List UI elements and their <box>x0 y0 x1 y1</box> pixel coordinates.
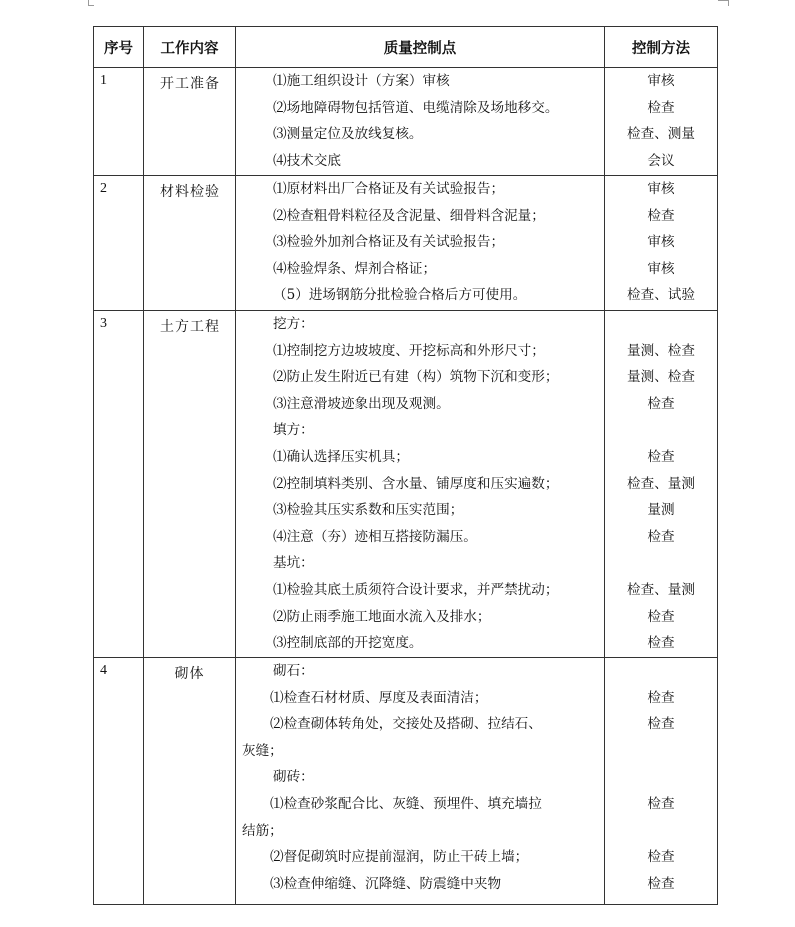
quality-control-table <box>93 26 718 905</box>
control-point: 灰缝； <box>242 742 283 759</box>
control-method <box>605 818 717 845</box>
control-method: 检查 <box>647 849 675 866</box>
control-point: 砌砖： <box>273 769 314 786</box>
control-method <box>605 311 717 338</box>
control-point: ⑴施工组织设计（方案）审核 <box>273 73 450 89</box>
control-method: 量测、检查 <box>627 342 695 359</box>
control-points <box>236 658 605 905</box>
header-work: 工作内容 <box>144 27 236 68</box>
control-point: ⑴控制挖方边坡坡度、开挖标高和外形尺寸； <box>273 342 545 359</box>
row-number: 1 <box>94 68 144 176</box>
control-point: 结筋； <box>242 822 283 839</box>
control-method: 检查 <box>647 528 675 545</box>
control-point: ⑷注意（夯）迹相互搭接防漏压。 <box>273 528 477 545</box>
control-method: 检查、试验 <box>627 287 695 304</box>
work-content: 土方工程 <box>144 311 236 658</box>
control-point: ⑶测量定位及放线复核。 <box>273 126 423 143</box>
control-method <box>605 764 717 791</box>
control-point: ⑶检验其压实系数和压实范围； <box>273 502 464 519</box>
table-row <box>94 68 718 176</box>
control-point: （5）进场钢筋分批检验合格后方可使用。 <box>273 287 527 304</box>
control-method: 检查 <box>647 207 675 224</box>
control-methods <box>605 176 718 311</box>
control-method: 检查 <box>647 795 675 812</box>
control-method: 审核 <box>647 260 675 277</box>
control-method: 审核 <box>647 234 675 251</box>
control-point: 挖方： <box>273 316 314 332</box>
crop-mark <box>718 0 728 1</box>
control-methods <box>605 68 718 176</box>
control-method <box>605 738 717 765</box>
header-no: 序号 <box>94 27 144 68</box>
control-method: 检查 <box>647 716 675 733</box>
control-point: ⑷检验焊条、焊剂合格证； <box>273 260 437 277</box>
work-content: 材料检验 <box>144 176 236 311</box>
work-content: 开工准备 <box>144 68 236 176</box>
control-method <box>605 658 717 685</box>
control-method: 量测 <box>647 502 675 519</box>
control-points <box>236 68 605 176</box>
control-point: ⑷技术交底 <box>273 152 341 169</box>
control-point: ⑴检查砂浆配合比、灰缝、预埋件、填充墙拉 <box>270 795 542 812</box>
crop-mark <box>728 0 729 6</box>
control-points <box>236 176 605 311</box>
control-point: ⑵督促砌筑时应提前湿润，防止干砖上墙； <box>270 849 529 866</box>
control-method: 检查 <box>647 608 675 625</box>
crop-mark <box>88 5 94 6</box>
control-method: 量测、检查 <box>627 369 695 386</box>
control-method: 审核 <box>647 181 675 197</box>
row-number: 4 <box>94 658 144 905</box>
control-method: 检查 <box>647 635 675 652</box>
control-point: ⑵检查砌体转角处，交接处及搭砌、拉结石、 <box>270 716 542 733</box>
control-point: ⑵场地障碍物包括管道、电缆清除及场地移交。 <box>273 99 559 116</box>
control-method: 检查 <box>647 448 675 465</box>
control-point: 基坑： <box>273 555 314 572</box>
table-row <box>94 658 718 905</box>
table-row <box>94 176 718 311</box>
control-point: ⑵防止雨季施工地面水流入及排水； <box>273 608 491 625</box>
control-point: ⑴检验其底土质须符合设计要求，并严禁扰动； <box>273 581 559 598</box>
control-point: ⑵控制填料类别、含水量、铺厚度和压实遍数； <box>273 475 559 492</box>
control-point: ⑶注意滑坡迹象出现及观测。 <box>273 395 450 412</box>
control-method: 检查、量测 <box>627 581 695 598</box>
control-point: 填方： <box>273 422 314 439</box>
header-row <box>94 27 718 68</box>
work-content: 砌体 <box>144 658 236 905</box>
control-point: ⑵检查粗骨料粒径及含泥量、细骨料含泥量； <box>273 207 545 224</box>
control-method <box>605 550 717 577</box>
control-point: ⑶检验外加剂合格证及有关试验报告； <box>273 234 505 251</box>
control-method: 会议 <box>647 152 675 169</box>
table-row <box>94 311 718 658</box>
header-points: 质量控制点 <box>236 27 605 68</box>
control-point: 砌石： <box>273 663 314 679</box>
control-point: ⑴确认选择压实机具； <box>273 448 409 465</box>
control-method: 检查 <box>647 875 675 892</box>
control-point: ⑴检查石材材质、厚度及表面清洁； <box>270 689 488 706</box>
control-method: 检查 <box>647 689 675 706</box>
control-method: 检查 <box>647 99 675 116</box>
control-point: ⑴原材料出厂合格证及有关试验报告； <box>273 181 505 197</box>
control-method: 检查、量测 <box>627 475 695 492</box>
control-method: 审核 <box>647 73 675 89</box>
control-methods <box>605 658 718 905</box>
control-method: 检查 <box>647 395 675 412</box>
control-point: ⑶检查伸缩缝、沉降缝、防震缝中夹物 <box>270 875 502 892</box>
control-method: 检查、测量 <box>627 126 695 143</box>
control-points <box>236 311 605 658</box>
header-method: 控制方法 <box>605 27 718 68</box>
row-number: 2 <box>94 176 144 311</box>
control-method <box>605 417 717 444</box>
control-point: ⑵防止发生附近已有建（构）筑物下沉和变形； <box>273 369 559 386</box>
row-number: 3 <box>94 311 144 658</box>
control-point: ⑶控制底部的开挖宽度。 <box>273 635 423 652</box>
control-methods <box>605 311 718 658</box>
